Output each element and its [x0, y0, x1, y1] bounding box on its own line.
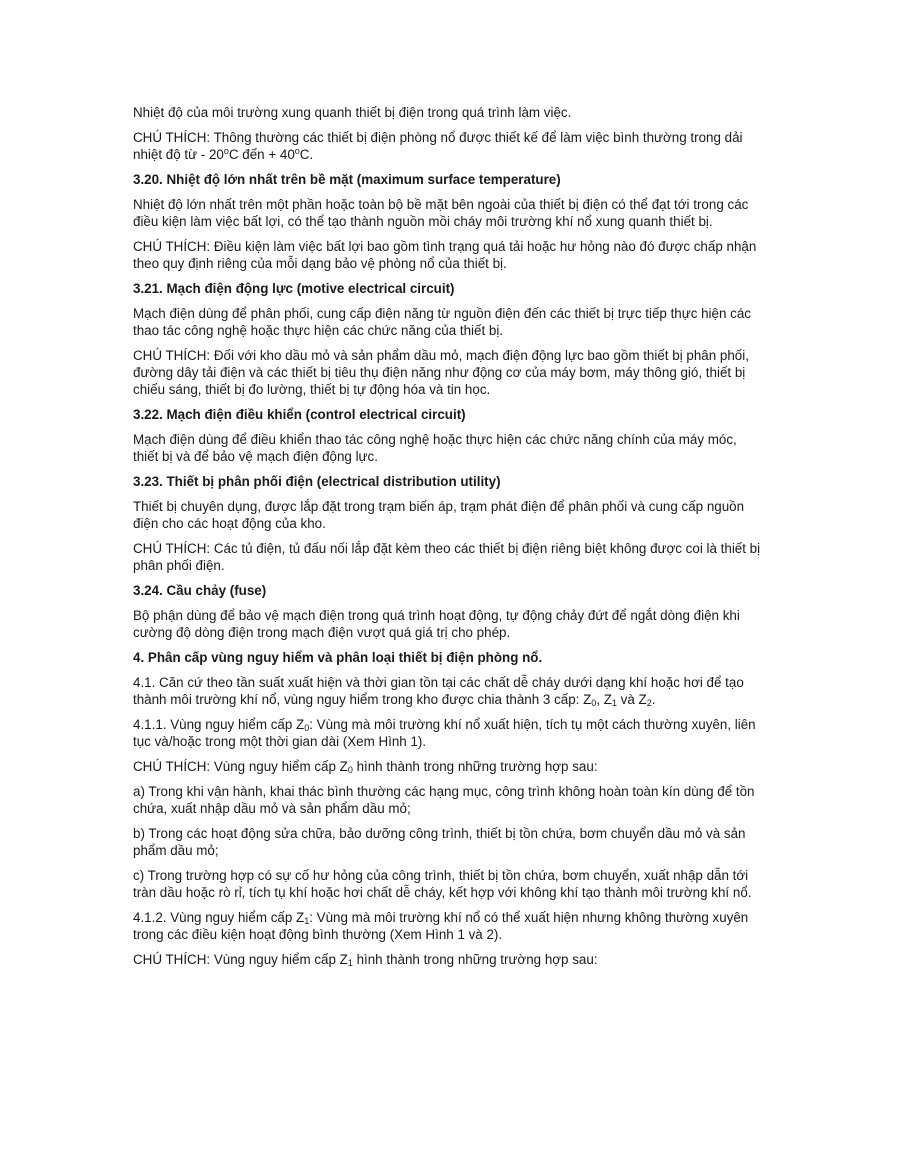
- paragraph: 4.1.1. Vùng nguy hiểm cấp $Z_0$: Vùng mà môi trường khí nổ xuất hiện, tích tụ một cách thường xuyên, liên tục và/hoặc trong một thời gian dài (Xem Hình 1).: [133, 717, 756, 749]
- note-paragraph: CHÚ THÍCH: Vùng nguy hiểm cấp $Z_1$ hình thành trong những trường hợp sau:: [133, 952, 598, 968]
- paragraph: Thiết bị chuyên dụng, được lắp đặt trong trạm biến áp, trạm phát điện để phân phối và cung cấp nguồn điện cho các hoạt động của kho.: [133, 499, 745, 531]
- document-page: [133, 104, 765, 976]
- list-item: a) Trong khi vận hành, khai thác bình thường các hạng mục, công trình không hoàn toàn kín dùng để tồn chứa, xuất nhập dầu mỏ và sản phẩm dầu mỏ;: [133, 784, 755, 816]
- note-paragraph: CHÚ THÍCH: Điều kiện làm việc bất lợi bao gồm tình trạng quá tải hoặc hư hỏng nào đó được chấp nhận theo quy định riêng của mỗi dạng bảo vệ phòng nổ của thiết bị.: [133, 239, 757, 271]
- note-paragraph: CHÚ THÍCH: Các tủ điện, tủ đấu nối lắp đặt kèm theo các thiết bị điện riêng biệt không được coi là thiết bị phân phối điện.: [133, 541, 761, 573]
- note-paragraph: CHÚ THÍCH: Đối với kho dầu mỏ và sản phẩm dầu mỏ, mạch điện động lực bao gồm thiết bị phân phối, đường dây tải điện và các thiết bị tiêu thụ điện năng như động cơ của máy bơm, máy thông gió, thiết bị chiếu sáng, thiết bị đo lường, thiết bị tự động hóa và tin học.: [133, 348, 749, 397]
- paragraph: Nhiệt độ lớn nhất trên một phần hoặc toàn bộ bề mặt bên ngoài của thiết bị điện có thể đạt tới trong các điều kiện làm việc bất lợi, có thể tạo thành nguồn mồi cháy môi trường khí nổ xung quanh thiết bị.: [133, 197, 749, 229]
- section-heading: 3.21. Mạch điện động lực (motive electrical circuit): [133, 281, 455, 296]
- paragraph: 4.1.2. Vùng nguy hiểm cấp $Z_1$: Vùng mà môi trường khí nổ có thể xuất hiện nhưng không thường xuyên trong các điều kiện hoạt động bình thường (Xem Hình 1 và 2).: [133, 910, 749, 942]
- paragraph: Mạch điện dùng để phân phối, cung cấp điện năng từ nguồn điện đến các thiết bị trực tiếp thực hiện các thao tác công nghệ hoặc thực hiện các chức năng của thiết bị.: [133, 306, 751, 338]
- list-item: b) Trong các hoạt động sửa chữa, bảo dưỡng công trình, thiết bị tồn chứa, bơm chuyển dầu mỏ và sản phẩm dầu mỏ;: [133, 826, 746, 858]
- note-paragraph: CHÚ THÍCH: Vùng nguy hiểm cấp $Z_0$ hình thành trong những trường hợp sau:: [133, 759, 598, 775]
- section-heading: 4. Phân cấp vùng nguy hiểm và phân loại thiết bị điện phòng nổ.: [133, 650, 543, 665]
- note-paragraph: CHÚ THÍCH: Thông thường các thiết bị điện phòng nổ được thiết kế để làm việc bình thường trong dải nhiệt độ từ - 20$^o$C đến + $40^oC$.: [133, 130, 743, 162]
- paragraph: 4.1. Căn cứ theo tần suất xuất hiện và thời gian tồn tại các chất dễ cháy dưới dạng khí hoặc hơi để tạo thành môi trường khí nổ, vùng nguy hiểm trong kho được chia thành 3 cấp: $Z_0$, $Z_1$ và $Z_2$.: [133, 675, 744, 708]
- section-heading: 3.24. Cầu chảy (fuse): [133, 583, 267, 598]
- list-item: c) Trong trường hợp có sự cố hư hỏng của công trình, thiết bị tồn chứa, bơm chuyển, xuất nhập dẫn tới tràn dầu hoặc rò rỉ, tích tụ khí hoặc hơi chất dễ cháy, kết hợp với không khí tạo thành môi trường khí nổ.: [133, 868, 752, 900]
- section-heading: 3.20. Nhiệt độ lớn nhất trên bề mặt (maximum surface temperature): [133, 172, 561, 187]
- paragraph: Bộ phận dùng để bảo vệ mạch điện trong quá trình hoạt động, tự động chảy đứt để ngắt dòng điện khi cường độ dòng điện trong mạch điện vượt quá giá trị cho phép.: [133, 608, 740, 640]
- paragraph: Nhiệt độ của môi trường xung quanh thiết bị điện trong quá trình làm việc.: [133, 105, 572, 120]
- paragraph: Mạch điện dùng để điều khiển thao tác công nghệ hoặc thực hiện các chức năng chính của máy móc, thiết bị và để bảo vệ mạch điện động lực.: [133, 432, 737, 464]
- section-heading: 3.23. Thiết bị phân phối điện (electrical distribution utility): [133, 474, 501, 489]
- section-heading: 3.22. Mạch điện điều khiển (control electrical circuit): [133, 407, 466, 422]
